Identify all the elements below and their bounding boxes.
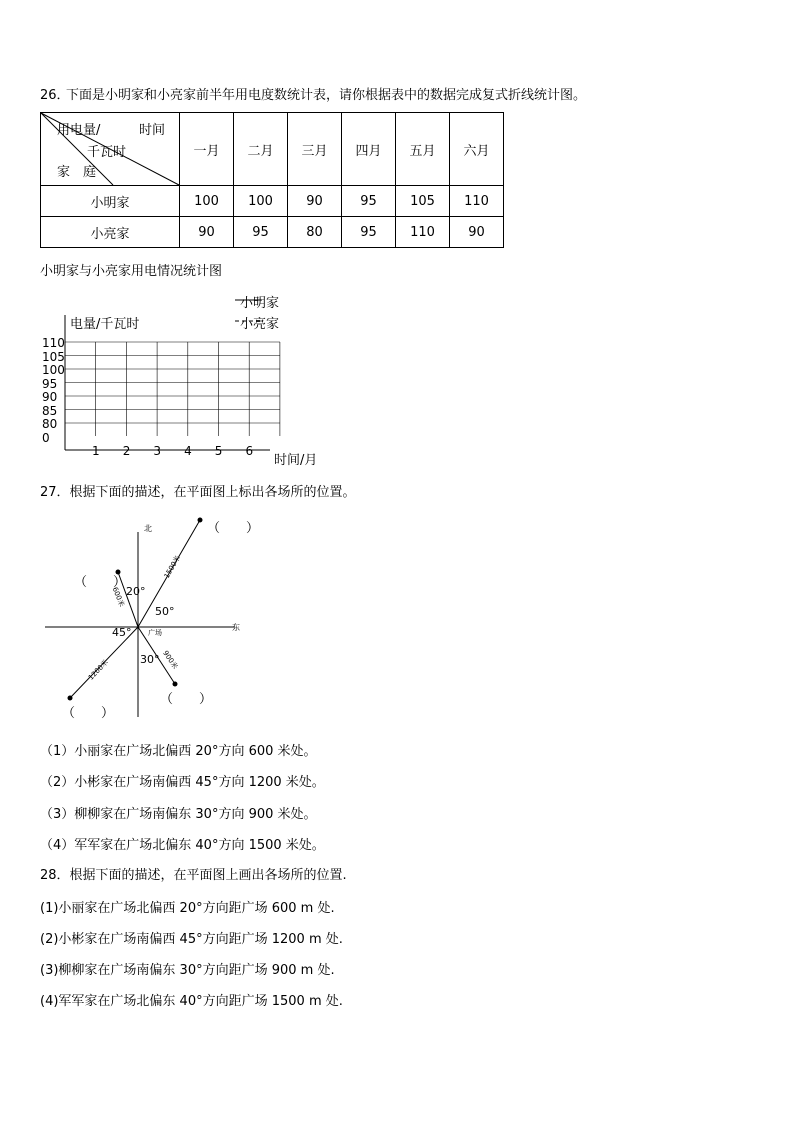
usage-table (40, 112, 504, 248)
month-header: 二月 (234, 113, 288, 186)
q28-item: (1)小丽家在广场北偏西 20°方向距广场 600 m 处. (40, 901, 335, 916)
cell: 95 (342, 186, 396, 217)
row-name: 小亮家 (41, 217, 180, 248)
distance-1500: 1500米 (162, 554, 183, 580)
q26-text: 下面是小明家和小亮家前半年用电度数统计表，请你根据表中的数据完成复式折线统计图。 (66, 88, 587, 103)
month-header: 三月 (288, 113, 342, 186)
legend-xiaoliang: 小亮家 (240, 317, 280, 332)
y-tick: 0 (42, 430, 50, 445)
x-tick: 2 (122, 444, 131, 458)
legend-xiaoming: 小明家 (240, 296, 280, 311)
cell: 110 (450, 186, 504, 217)
cell: 95 (234, 217, 288, 248)
north-label: 北 (144, 524, 152, 533)
q28-item: (2)小彬家在广场南偏西 45°方向距广场 1200 m 处. (40, 932, 343, 947)
cell: 90 (180, 217, 234, 248)
diag-header-cell (41, 113, 180, 186)
answer-blank: （ ） (160, 692, 213, 707)
distance-1200: 1200米 (86, 658, 110, 682)
header-unit: 千瓦时 (87, 145, 127, 160)
cell: 105 (396, 186, 450, 217)
q27-item: （2）小彬家在广场南偏西 45°方向 1200 米处。 (40, 775, 325, 790)
month-header: 六月 (450, 113, 504, 186)
answer-blank: （ ） (74, 575, 127, 590)
distance-600: 600米 (110, 586, 126, 608)
x-tick: 3 (153, 444, 162, 458)
answer-blank: （ ） (207, 521, 260, 536)
q27-title: 27．根据下面的描述，在平面图上标出各场所的位置。 (40, 485, 356, 500)
month-header: 四月 (342, 113, 396, 186)
plaza-label: 广场 (148, 629, 162, 637)
cell: 80 (288, 217, 342, 248)
y-tick: 95 (42, 376, 58, 391)
y-tick: 100 (42, 363, 65, 377)
row-name: 小明家 (41, 186, 180, 217)
q27-item: （3）柳柳家在广场南偏东 30°方向 900 米处。 (40, 807, 317, 822)
header-time: 时间 (139, 123, 166, 138)
x-tick: 5 (214, 444, 223, 458)
y-axis-label: 电量/千瓦时 (70, 317, 140, 332)
q26-number: 26． (40, 88, 70, 103)
angle-20: 20° (126, 585, 146, 598)
q28-title: 28．根据下面的描述，在平面图上画出各场所的位置. (40, 868, 347, 883)
cell: 110 (396, 217, 450, 248)
angle-50: 50° (155, 605, 175, 618)
distance-900: 900米 (161, 649, 180, 671)
y-tick: 90 (42, 390, 58, 404)
y-tick: 85 (42, 403, 58, 418)
answer-blank: （ ） (62, 706, 115, 721)
cell: 100 (234, 186, 288, 217)
q27-item: （1）小丽家在广场北偏西 20°方向 600 米处。 (40, 744, 317, 759)
angle-45: 45° (112, 626, 132, 639)
chart-title: 小明家与小亮家用电情况统计图 (40, 264, 223, 279)
cell: 100 (180, 186, 234, 217)
q28-item: (3)柳柳家在广场南偏东 30°方向距广场 900 m 处. (40, 963, 335, 978)
cell: 90 (450, 217, 504, 248)
header-usage: 用电量/ (57, 123, 101, 138)
q27-item: （4）军军家在广场北偏东 40°方向 1500 米处。 (40, 838, 325, 853)
x-tick: 1 (92, 444, 100, 458)
x-tick: 4 (184, 444, 192, 458)
angle-30: 30° (140, 653, 160, 666)
header-family: 家 庭 (57, 165, 97, 180)
y-tick: 80 (42, 417, 58, 431)
x-tick: 6 (245, 444, 254, 458)
east-label: 东 (232, 623, 240, 632)
month-header: 一月 (180, 113, 234, 186)
q28-item: (4)军军家在广场北偏东 40°方向距广场 1500 m 处. (40, 994, 343, 1009)
cell: 90 (288, 186, 342, 217)
x-axis-label: 时间/月 (274, 453, 318, 468)
y-tick: 110 (42, 336, 65, 350)
cell: 95 (342, 217, 396, 248)
month-header: 五月 (396, 113, 450, 186)
y-tick: 105 (42, 349, 65, 364)
